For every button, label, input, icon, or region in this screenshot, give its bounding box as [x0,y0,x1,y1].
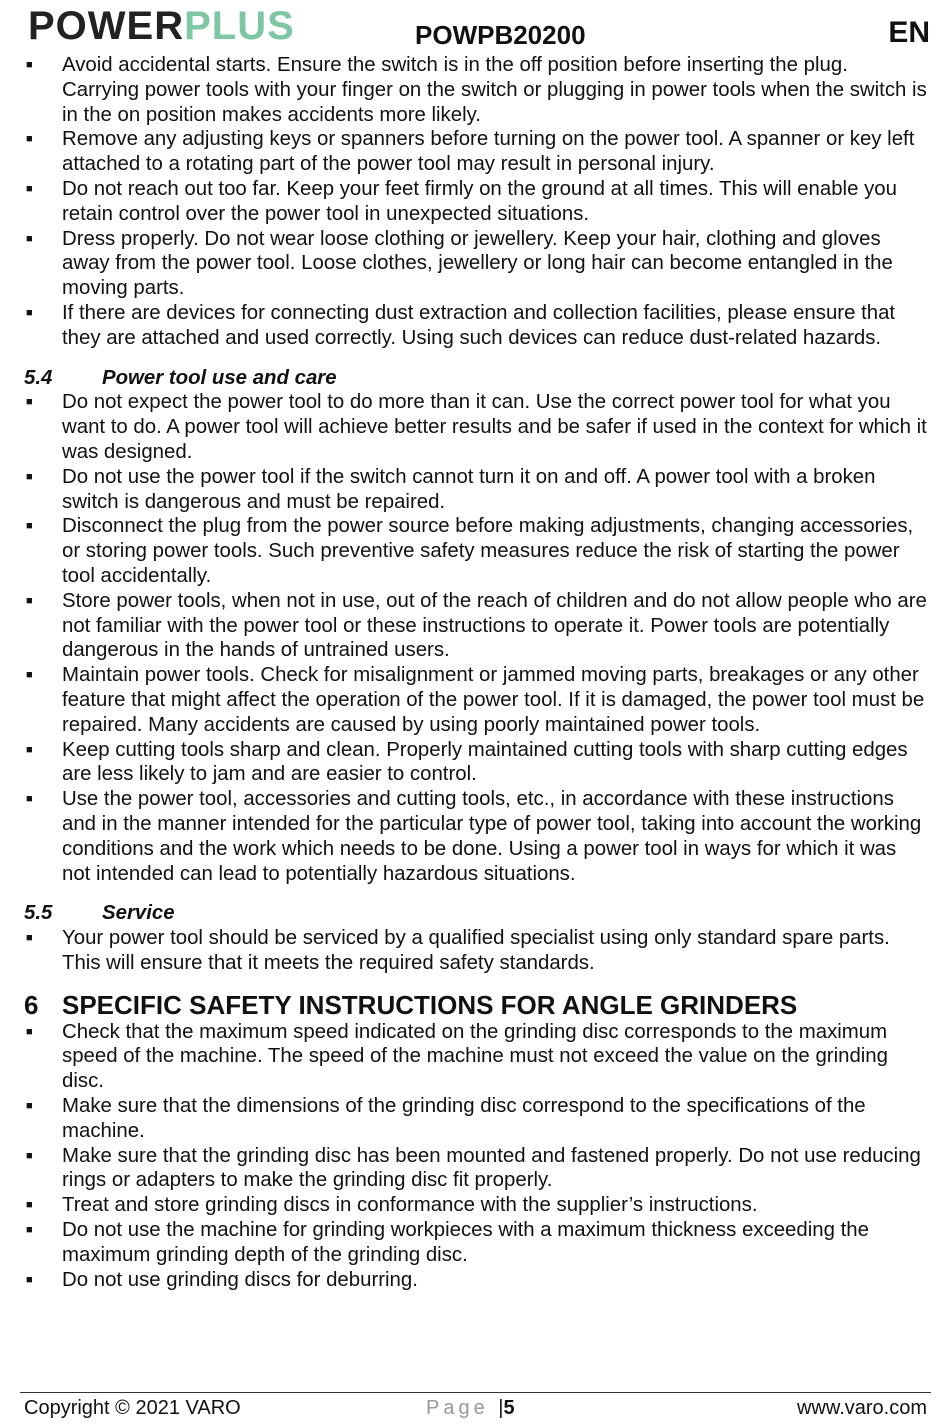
page-separator: | [498,1397,504,1419]
bullet-text: Avoid accidental starts. Ensure the switch is in the off position before inserting the plug. Carrying power tools with your finger on the switch or plugging in power tools when the switch is in the on position makes accidents more likely. [62,54,927,126]
bullet-text: Do not expect the power tool to do more than it can. Use the correct power tool for what you want to do. A power tool will achieve better results and be safer if used in the context for which it was designed. [62,391,927,463]
bullet-item [24,1144,930,1194]
square-bullet-icon: ■ [26,1025,33,1038]
square-bullet-icon: ■ [26,1149,33,1162]
bullet-text: If there are devices for connecting dust extraction and collection facilities, please ensure that they are attached and used correctly. Using such devices can reduce dust-related hazards. [62,301,896,349]
logo-power-text: POWER [28,4,185,48]
bullet-item [24,227,930,301]
square-bullet-icon: ■ [26,470,33,483]
page-number: 5 [503,1397,515,1419]
square-bullet-icon: ■ [26,232,33,245]
bullet-item [24,301,930,351]
page-header [0,0,950,54]
page-footer [20,1392,931,1425]
bullet-item [24,1268,930,1293]
bullet-text: Check that the maximum speed indicated on the grinding disc corresponds to the maximum speed of the machine. The speed of the machine must not exceed the value on the grinding disc. [62,1020,888,1093]
page-indicator [426,1397,515,1420]
section-number: 5.4 [24,366,53,389]
chapter-heading-6 [24,990,930,1020]
bullet-item [24,127,930,177]
bullet-text: Dress properly. Do not wear loose clothing or jewellery. Keep your hair, clothing and gloves away from the power tool. Loose clothes, jewellery or long hair can become entangled in the moving parts. [62,227,893,300]
square-bullet-icon: ■ [26,669,33,682]
square-bullet-icon: ■ [26,182,33,195]
bullet-text: Store power tools, when not in use, out of the reach of children and do not allow people who are not familiar with the power tool or these instructions to operate it. Power tools are potentially dangerous in the hands of untrained users. [62,589,927,662]
section-title: Power tool use and care [102,366,337,389]
bullet-item [24,177,930,227]
bullet-item [24,465,930,515]
intro-bullet-list [24,53,930,351]
square-bullet-icon: ■ [26,306,33,319]
section-number: 5.5 [24,902,53,925]
square-bullet-icon: ■ [26,133,33,146]
page-label: Page [426,1397,489,1419]
bullet-text: Do not reach out too far. Keep your feet firmly on the ground at all times. This will enable you retain control over the power tool in unexpected situations. [62,177,897,225]
document-body [24,53,930,1292]
section-5-5-bullet-list [24,926,930,976]
bullet-text: Use the power tool, accessories and cutting tools, etc., in accordance with these instructions and in the manner intended for the particular type of power tool, taking into account the working conditions and the work which needs to be done. Using a power tool in ways for which it was not intended can lead to potentially hazardous situations. [62,788,922,885]
bullet-text: Maintain power tools. Check for misalignment or jammed moving parts, breakages or any other feature that might affect the operation of the power tool. If it is damaged, the power tool must be repaired. Many accidents are caused by using poorly maintained power tools. [62,664,925,736]
bullet-item [24,589,930,663]
bullet-item [24,738,930,788]
bullet-text: Remove any adjusting keys or spanners before turning on the power tool. A spanner or key left attached to a rotating part of the power tool may result in personal injury. [62,128,915,176]
powerplus-logo [28,4,295,48]
bullet-item [24,663,930,737]
bullet-text: Do not use the power tool if the switch cannot turn it on and off. A power tool with a broken switch is dangerous and must be repaired. [62,465,876,513]
bullet-item [24,1193,930,1218]
bullet-item [24,1218,930,1268]
chapter-number: 6 [24,989,39,1020]
chapter-6-bullet-list [24,1020,930,1293]
logo-plus-text: PLUS [184,4,295,48]
bullet-text: Make sure that the grinding disc has been mounted and fastened properly. Do not use reducing rings or adapters to make the grinding disc fit properly. [62,1144,921,1192]
bullet-item [24,926,930,976]
section-heading-5-5 [24,901,930,926]
bullet-text: Disconnect the plug from the power source before making adjustments, changing accessories, or storing power tools. Such preventive safety measures reduce the risk of starting the power tool accidentally. [62,515,914,587]
chapter-title: SPECIFIC SAFETY INSTRUCTIONS FOR ANGLE GRINDERS [62,989,798,1020]
square-bullet-icon: ■ [26,1199,33,1212]
square-bullet-icon: ■ [26,743,33,756]
website-url: www.varo.com [796,1397,927,1419]
square-bullet-icon: ■ [26,396,33,409]
model-number: POWPB20200 [415,20,586,50]
section-5-4-bullet-list [24,390,930,886]
section-title: Service [102,902,175,925]
bullet-item [24,514,930,588]
square-bullet-icon: ■ [26,1224,33,1237]
square-bullet-icon: ■ [26,594,33,607]
copyright-text: Copyright © 2021 VARO [24,1397,241,1419]
square-bullet-icon: ■ [26,793,33,806]
bullet-item [24,1094,930,1144]
language-code: EN [888,16,930,49]
bullet-item [24,390,930,464]
bullet-text: Do not use grinding discs for deburring. [62,1268,418,1291]
bullet-text: Do not use the machine for grinding workpieces with a maximum thickness exceeding the maximum grinding depth of the grinding disc. [62,1219,869,1266]
square-bullet-icon: ■ [26,1100,33,1113]
bullet-text: Make sure that the dimensions of the grinding disc correspond to the specifications of the machine. [62,1095,866,1142]
bullet-text: Treat and store grinding discs in conformance with the supplier’s instructions. [62,1194,758,1217]
bullet-item [24,1020,930,1094]
square-bullet-icon: ■ [26,932,33,945]
square-bullet-icon: ■ [26,520,33,533]
square-bullet-icon: ■ [26,1273,33,1286]
square-bullet-icon: ■ [26,59,33,71]
bullet-text: Your power tool should be serviced by a qualified specialist using only standard spare parts. This will ensure that it meets the required safety standards. [62,927,890,974]
bullet-item [24,53,930,127]
bullet-text: Keep cutting tools sharp and clean. Properly maintained cutting tools with sharp cutting edges are less likely to jam and are easier to control. [62,738,908,786]
section-heading-5-4 [24,366,930,391]
bullet-item [24,787,930,886]
